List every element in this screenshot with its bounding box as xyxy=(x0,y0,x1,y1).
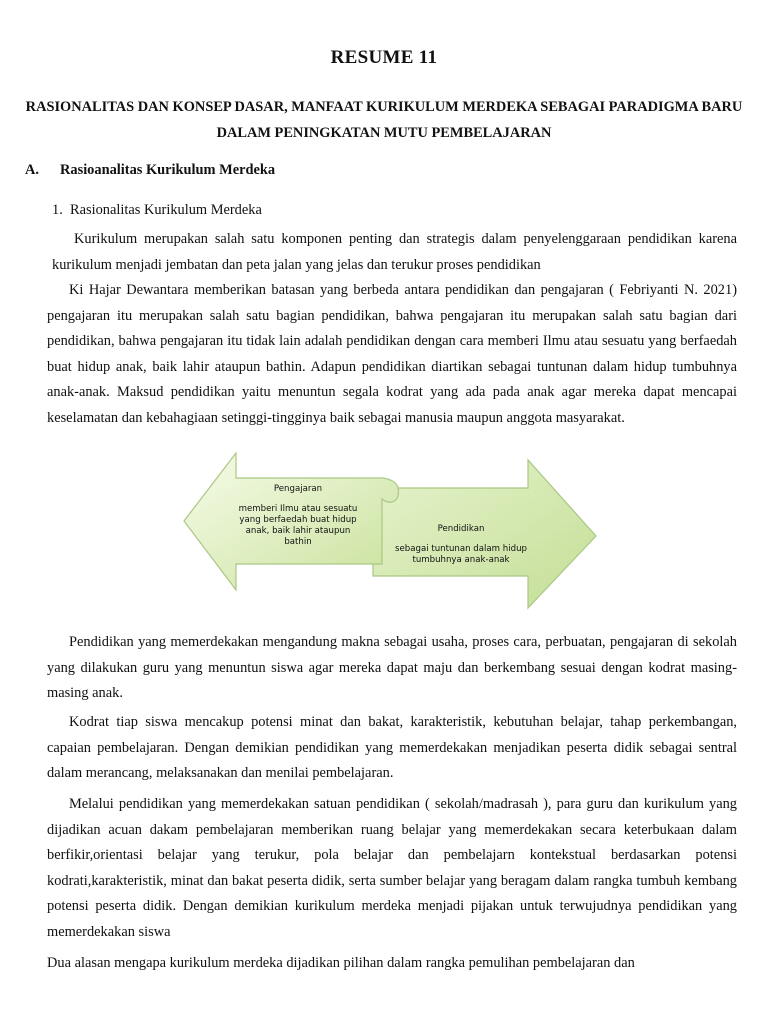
paragraph-1: Kurikulum merupakan salah satu komponen penting dan strategis dalam penyelenggaraan pendidikan karena kurikulum menjadi jembatan dan peta jalan yang jelas dan terukur proses pendidikan xyxy=(52,231,737,273)
right-arrow-label xyxy=(386,524,536,566)
subsection-heading xyxy=(52,202,262,219)
document-title: RESUME 11 xyxy=(330,47,438,68)
section-letter: A. xyxy=(25,162,39,178)
subsection-number: 1. xyxy=(52,202,63,218)
right-arrow-heading: Pendidikan xyxy=(437,524,485,534)
paragraph-6: Dua alasan mengapa kurikulum merdeka dijadikan pilihan dalam rangka pemulihan pembelajaran dan xyxy=(47,955,635,971)
paragraph-3: Pendidikan yang memerdekakan mengandung makna sebagai usaha, proses cara, perbuatan, pengajaran di sekolah yang dilakukan guru yang menuntun siswa agar mereka dapat maju dan berkembang sesuai dengan kodrat masing-masing anak. xyxy=(47,634,737,701)
document-subtitle: RASIONALITAS DAN KONSEP DASAR, MANFAAT KURIKULUM MERDEKA SEBAGAI PARADIGMA BARU DALAM PENINGKATAN MUTU PEMBELAJARAN xyxy=(25,99,743,141)
section-heading xyxy=(25,162,275,179)
left-arrow-heading: Pengajaran xyxy=(273,484,323,494)
left-arrow-text: memberi Ilmu atau sesuatu yang berfaedah buat hidup anak, baik lahir ataupun bathin xyxy=(238,504,358,547)
comparison-diagram xyxy=(178,448,610,612)
paragraph-5: Melalui pendidikan yang memerdekakan satuan pendidikan ( sekolah/madrasah ), para guru dan kurikulum yang dijadikan acuan dakam pembelajaran memberikan ruang belajar yang memerdekakan secara keterbukaan dalam berfikir,orientasi belajar yang terukur, pola belajar dan pembelajarn kontekstual berdasarkan potensi kodrati,karakteristik, minat dan bakat peserta didik, serta sumber belajar yang beragam dalam rangka tumbuh kembang potensi peserta didik. Dengan demikian kurikulum merdeka menjadi pijakan untuk terwujudnya pendidikan yang memerdekakan siswa xyxy=(47,796,737,940)
left-arrow-label xyxy=(233,484,363,548)
paragraph-2: Ki Hajar Dewantara memberikan batasan yang berbeda antara pendidikan dan pengajaran ( Febriyanti N. 2021) pengajaran itu merupakan salah satu bagian pendidikan, bahwa pengajaran itu merupakan salah satu bagian dari pendidikan, bahwa pengajaran itu tidak lain adalah pendidikan dengan cara memberi Ilmu atau sesuatu yang berfaedah buat hidup anak, baik lahir ataupun bathin. Adapun pendidikan diartikan sebagai tuntunan dalam hidup tumbuhnya anak-anak. Maksud pendidikan yaitu menuntun segala kodrat yang ada pada anak agar mereka dapat mencapai keselamatan dan kebahagiaan setinggi-tingginya baik sebagai manusia maupun anggota masyarakat. xyxy=(47,282,737,426)
right-arrow-text: sebagai tuntunan dalam hidup tumbuhnya anak-anak xyxy=(395,544,527,565)
section-title: Rasioanalitas Kurikulum Merdeka xyxy=(60,162,276,178)
paragraph-4: Kodrat tiap siswa mencakup potensi minat dan bakat, karakteristik, kebutuhan belajar, tahap perkembangan, capaian pembelajaran. Dengan demikian pendidikan yang memerdekakan menjadikan peserta didik sebagai sentral dalam merancang, melaksanakan dan menilai pembelajaran. xyxy=(47,714,737,781)
subsection-title: Rasionalitas Kurikulum Merdeka xyxy=(70,202,262,218)
